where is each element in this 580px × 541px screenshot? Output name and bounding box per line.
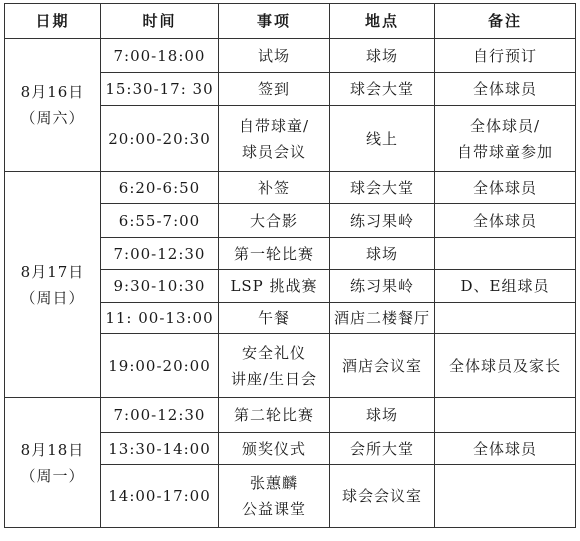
item-cell [219,172,330,204]
time-cell: 11: 00-13:00 [101,303,219,334]
item-cell-line: 讲座/生日会 [230,369,318,388]
time-cell: 19:00-20:00 [101,334,219,398]
note-cell-line: 全体球员 [472,80,537,98]
item-cell-line: 午餐 [257,309,290,327]
schedule-row [5,39,576,73]
time-cell: 7:00-12:30 [101,398,219,433]
item-cell-line: 大合影 [249,211,298,230]
note-cell [435,73,576,106]
note-cell-line: 自带球童参加 [456,142,553,161]
weekday-label: （周六） [20,109,85,127]
note-cell-line: D、E组球员 [460,277,550,295]
note-cell-line: 全体球员 [472,178,537,197]
location-cell: 酒店二楼餐厅 [330,303,435,334]
time-cell: 13:30-14:00 [101,433,219,465]
item-cell [219,465,330,528]
date-cell [5,172,101,398]
item-cell [219,39,330,73]
item-cell-line: 补签 [257,178,290,197]
item-cell-line: 签到 [257,80,290,98]
location-cell: 球会会议室 [330,465,435,528]
note-cell-line: 全体球员 [472,211,537,230]
location-cell: 球场 [330,398,435,433]
item-cell [219,334,330,398]
item-cell [219,238,330,270]
time-cell: 7:00-18:00 [101,39,219,73]
note-cell-line: 全体球员及家长 [448,356,561,375]
time-cell: 15:30-17: 30 [101,73,219,106]
location-cell: 线上 [330,106,435,172]
item-cell-line: 安全礼仪 [241,343,306,362]
location-cell: 酒店会议室 [330,334,435,398]
time-cell: 20:00-20:30 [101,106,219,172]
note-cell [435,303,576,334]
schedule-body [5,39,576,528]
time-cell: 7:00-12:30 [101,238,219,270]
item-cell [219,106,330,172]
item-cell-line: 试场 [257,46,290,65]
note-cell [435,204,576,238]
note-cell [435,106,576,172]
item-cell-line: 张蕙麟 [249,474,298,492]
time-cell: 9:30-10:30 [101,270,219,303]
location-cell: 球会大堂 [330,73,435,106]
item-cell [219,433,330,465]
location-cell: 球会大堂 [330,172,435,204]
item-cell-line: LSP 挑战赛 [230,277,318,295]
location-cell: 球场 [330,238,435,270]
note-cell [435,39,576,73]
weekday-label: （周一） [20,466,85,485]
note-cell [435,270,576,303]
time-cell: 6:55-7:00 [101,204,219,238]
header-location: 地点 [330,4,435,39]
header-notes: 备注 [435,4,576,39]
weekday-label: （周日） [20,288,85,307]
item-cell [219,398,330,433]
note-cell [435,433,576,465]
header-date: 日期 [5,4,101,39]
note-cell [435,398,576,433]
schedule-row [5,398,576,433]
note-cell-line: 自行预订 [472,46,537,65]
item-cell-line: 球员会议 [241,142,306,161]
item-cell-line: 颁奖仪式 [241,439,306,458]
date-label: 8月16日 [20,83,85,101]
note-cell [435,465,576,528]
item-cell [219,303,330,334]
item-cell-line: 自带球童/ [238,116,310,135]
date-cell [5,398,101,528]
note-cell-line: 全体球员/ [469,116,541,135]
schedule-table [4,3,576,528]
date-cell [5,39,101,172]
item-cell [219,73,330,106]
location-cell: 练习果岭 [330,270,435,303]
item-cell-line: 第一轮比赛 [233,244,314,263]
note-cell [435,238,576,270]
item-cell-line: 第二轮比赛 [233,406,314,424]
schedule-row [5,172,576,204]
location-cell: 球场 [330,39,435,73]
date-label: 8月17日 [20,262,85,281]
date-label: 8月18日 [20,440,85,459]
note-cell [435,172,576,204]
item-cell-line: 公益课堂 [241,500,306,518]
item-cell [219,204,330,238]
header-time: 时间 [101,4,219,39]
header-item: 事项 [219,4,330,39]
note-cell-line: 全体球员 [472,439,537,458]
item-cell [219,270,330,303]
time-cell: 6:20-6:50 [101,172,219,204]
location-cell: 会所大堂 [330,433,435,465]
header-row [5,4,576,39]
note-cell [435,334,576,398]
location-cell: 练习果岭 [330,204,435,238]
time-cell: 14:00-17:00 [101,465,219,528]
